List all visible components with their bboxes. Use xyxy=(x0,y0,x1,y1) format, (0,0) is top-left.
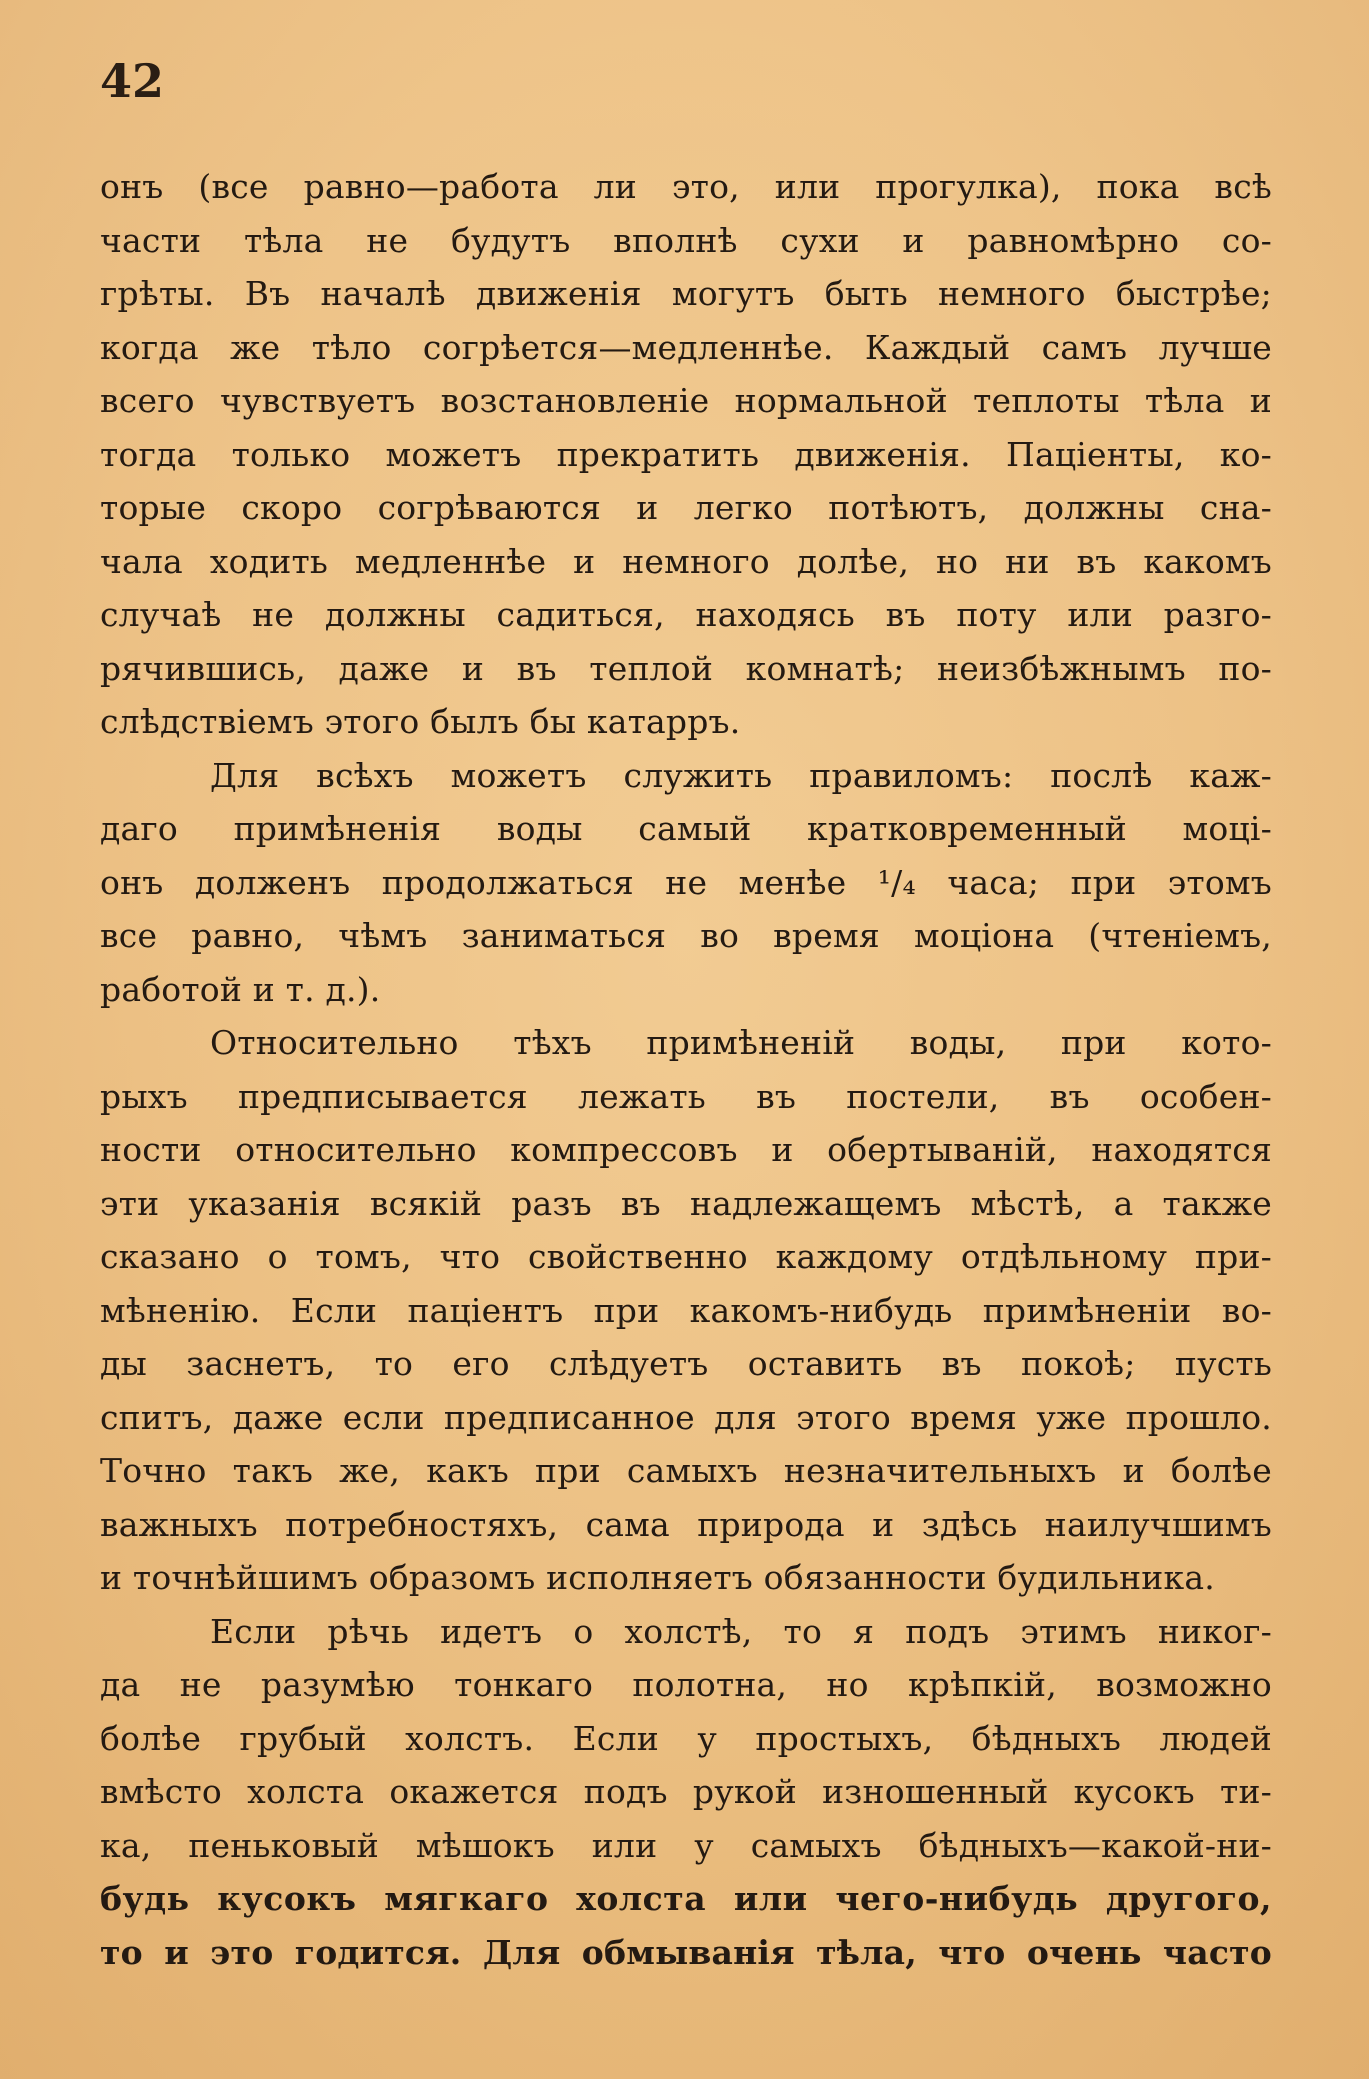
text-line: рыхъ предписывается лежать въ постели, въ особен- xyxy=(100,1076,1272,1116)
text-line: всего чувствуетъ возстановленіе нормальной теплоты тѣла и xyxy=(100,381,1272,420)
text-line: онъ долженъ продолжаться не менѣе ¹/₄ часа; при этомъ xyxy=(100,862,1272,902)
text-line: вмѣсто холста окажется подъ рукой изношенный кусокъ ти- xyxy=(100,1772,1272,1811)
text-line: тогда только можетъ прекратить движенія. Паціенты, ко- xyxy=(100,434,1272,474)
text-line: Если рѣчь идетъ о холстѣ, то я подъ этимъ никог- xyxy=(210,1611,1272,1651)
paragraph-1 xyxy=(100,160,1272,749)
text-line: эти указанія всякій разъ въ надлежащемъ мѣстѣ, а также xyxy=(100,1183,1272,1223)
text-line: грѣты. Въ началѣ движенія могутъ быть немного быстрѣе; xyxy=(100,274,1272,313)
text-line: болѣе грубый холстъ. Если у простыхъ, бѣдныхъ людей xyxy=(100,1718,1272,1758)
text-line: части тѣла не будутъ вполнѣ сухи и равномѣрно со- xyxy=(100,220,1272,260)
text-line: мѣненію. Если паціентъ при какомъ-нибудь примѣненіи во- xyxy=(100,1290,1272,1330)
text-line: Для всѣхъ можетъ служить правиломъ: послѣ каж- xyxy=(210,755,1272,795)
text-line: ности относительно компрессовъ и обертываній, находятся xyxy=(100,1130,1272,1169)
text-line: да не разумѣю тонкаго полотна, но крѣпкій, возможно xyxy=(100,1665,1272,1704)
text-line: работой и т. д.). xyxy=(100,969,381,1009)
text-line: и точнѣйшимъ образомъ исполняетъ обязанности будильника. xyxy=(100,1558,1215,1597)
text-line: рячившись, даже и въ теплой комнатѣ; неизбѣжнымъ по- xyxy=(100,648,1272,688)
paragraph-4 xyxy=(100,1605,1272,1980)
text-line: торые скоро согрѣваются и легко потѣютъ, должны сна- xyxy=(100,488,1272,527)
text-line: ка, пеньковый мѣшокъ или у самыхъ бѣдныхъ—какой-ни- xyxy=(100,1825,1272,1865)
text-line: Точно такъ же, какъ при самыхъ незначительныхъ и болѣе xyxy=(100,1451,1272,1490)
text-line: Относительно тѣхъ примѣненій воды, при кото- xyxy=(210,1023,1272,1062)
page-number: 42 xyxy=(100,54,165,108)
text-line: слѣдствіемъ этого былъ бы катарръ. xyxy=(100,702,741,741)
text-line: чала ходить медленнѣе и немного долѣе, но ни въ какомъ xyxy=(100,541,1272,581)
paragraph-3 xyxy=(100,1016,1272,1605)
page-body xyxy=(100,160,1272,1979)
text-line: то и это годится. Для обмыванія тѣла, что очень часто xyxy=(100,1932,1272,1972)
text-line: даго примѣненія воды самый кратковременный моці- xyxy=(100,809,1272,848)
text-line: будь кусокъ мягкаго холста или чего-нибудь другого, xyxy=(100,1879,1272,1918)
text-line: онъ (все равно—работа ли это, или прогулка), пока всѣ xyxy=(100,167,1272,206)
text-line: когда же тѣло согрѣется—медленнѣе. Каждый самъ лучше xyxy=(100,327,1272,367)
text-line: все равно, чѣмъ заниматься во время моціона (чтеніемъ, xyxy=(100,916,1272,955)
text-line: важныхъ потребностяхъ, сама природа и здѣсь наилучшимъ xyxy=(100,1504,1272,1544)
text-line: сказано о томъ, что свойственно каждому отдѣльному при- xyxy=(100,1237,1272,1276)
paragraph-2 xyxy=(100,749,1272,1017)
text-line: ды заснетъ, то его слѣдуетъ оставить въ покоѣ; пусть xyxy=(100,1344,1272,1383)
text-line: спитъ, даже если предписанное для этого время уже прошло. xyxy=(100,1397,1272,1437)
text-line: случаѣ не должны садиться, находясь въ поту или разго- xyxy=(100,595,1272,634)
